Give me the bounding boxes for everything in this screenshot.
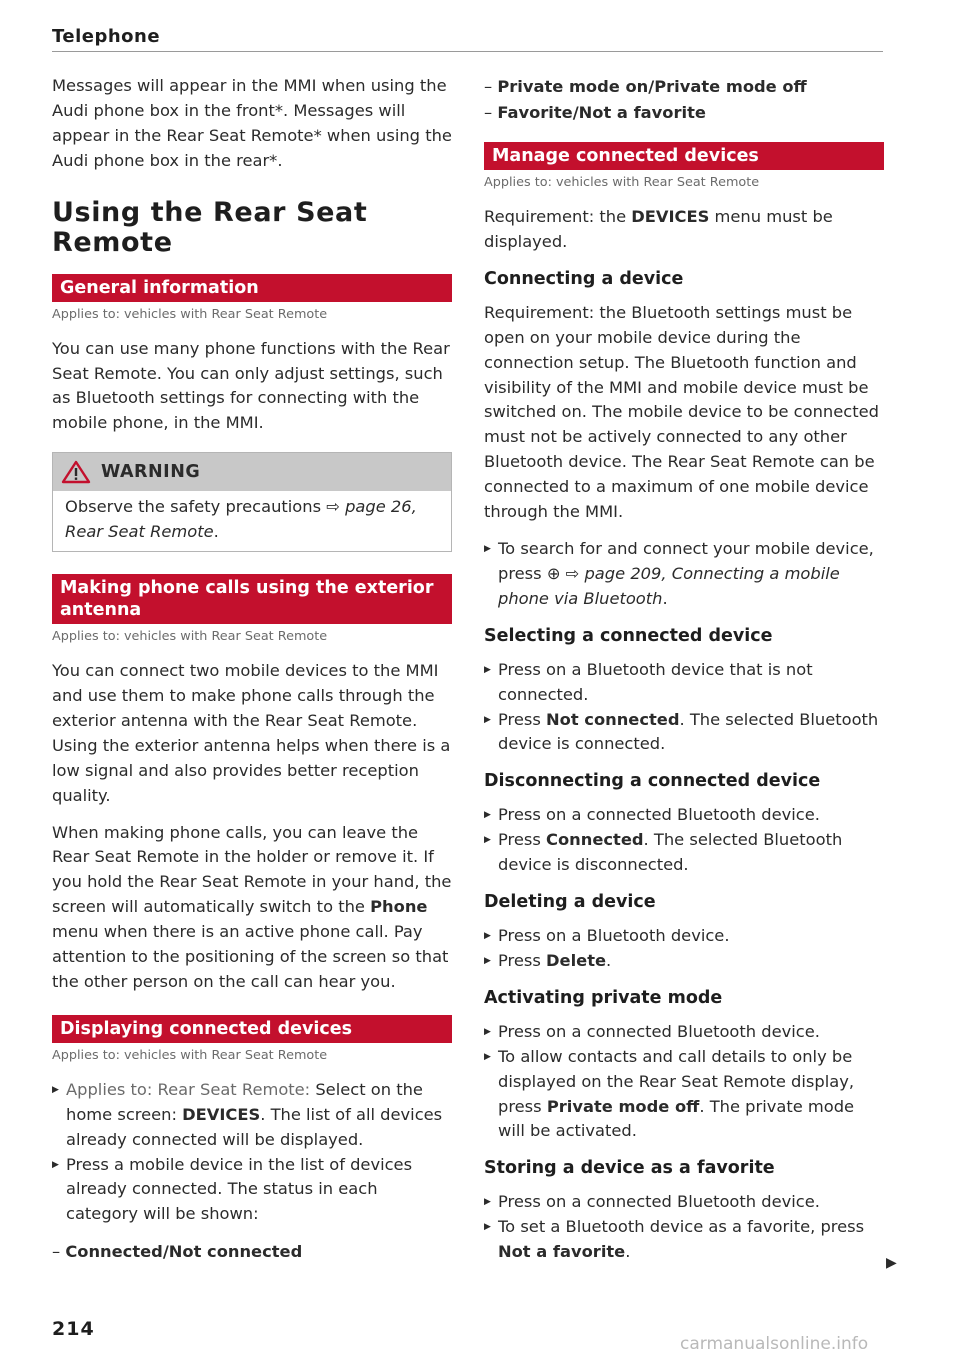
continue-arrow-icon: ▶ — [886, 1255, 897, 1271]
list-item: ▶ Press on a connected Bluetooth device. — [484, 1190, 884, 1215]
private-mode-heading: Activating private mode — [484, 987, 723, 1008]
list-item: ▶ Press Delete. — [484, 949, 884, 974]
header-divider — [52, 51, 883, 52]
favorite-steps — [484, 1190, 884, 1265]
general-info-heading: General information — [52, 274, 452, 302]
connecting-heading: Connecting a device — [484, 268, 684, 289]
displaying-devices-heading: Displaying connected devices — [52, 1015, 452, 1043]
favorite-heading: Storing a device as a favorite — [484, 1158, 775, 1179]
general-info-applies: Applies to: vehicles with Rear Seat Remote — [52, 306, 328, 322]
status-category-favorite: – Favorite/Not a favorite — [484, 103, 706, 122]
warning-page-link[interactable]: ⇨ page 26, Rear Seat Remote — [65, 497, 417, 542]
connecting-page-link[interactable]: ⇨ page 209, Connecting a mobile phone via Bluetooth — [498, 563, 840, 608]
plus-circle-icon: ⊕ — [546, 563, 561, 583]
list-item: ▶ Press on a Bluetooth device that is not connected. — [484, 658, 884, 708]
deleting-heading: Deleting a device — [484, 892, 656, 913]
status-category-connected: – Connected/Not connected — [52, 1242, 303, 1262]
list-item: ▶ Press a mobile device in the list of devices already connected. The status in each category will be shown: — [52, 1153, 452, 1228]
list-item: ▶ Press Not connected. The selected Bluetooth device is connected. — [484, 708, 884, 758]
page-number: 214 — [52, 1318, 95, 1340]
warning-header — [53, 453, 451, 491]
exterior-antenna-p2: When making phone calls, you can leave the Rear Seat Remote in the holder or remove it. If you hold the Rear Seat Remote in your hand, the screen will automatically switch to the Phone menu when there is an active phone call. Pay attention to the positioning of the screen so that the other person on the call can hear you. — [52, 822, 452, 991]
list-item: ▶ To search for and connect your mobile device, press ⊕ ⇨ page 209, Connecting a mobile phone via Bluetooth. — [484, 537, 884, 612]
intro-paragraph: Messages will appear in the MMI when using the Audi phone box in the front*. Messages will appear in the Rear Seat Remote* when using the Audi phone box in the rear*. — [52, 76, 452, 170]
page-header-title: Telephone — [52, 26, 161, 47]
displaying-devices-applies: Applies to: vehicles with Rear Seat Remote — [52, 1047, 328, 1063]
section-title: Using the Rear Seat Remote — [52, 196, 368, 258]
list-item: ▶ To set a Bluetooth device as a favorite, press Not a favorite. — [484, 1215, 884, 1265]
exterior-antenna-p1: You can connect two mobile devices to the MMI and use them to make phone calls through the exterior antenna with the Rear Seat Remote. Using the exterior antenna helps when there is a low signal and also provides better reception quality. — [52, 661, 451, 805]
manage-devices-applies: Applies to: vehicles with Rear Seat Remote — [484, 175, 760, 190]
right-column — [484, 74, 884, 1277]
disconnecting-steps — [484, 803, 884, 878]
displaying-devices-steps — [52, 1078, 452, 1227]
exterior-antenna-applies: Applies to: vehicles with Rear Seat Remote — [52, 629, 328, 645]
warning-triangle-icon — [61, 460, 91, 484]
deleting-steps — [484, 924, 884, 974]
list-item: ▶ Press on a connected Bluetooth device. — [484, 1020, 884, 1045]
watermark: carmanualsonline.info — [680, 1334, 869, 1354]
list-item: ▶ Press on a Bluetooth device. — [484, 924, 884, 949]
status-category-private-mode: – Private mode on/Private mode off — [484, 77, 807, 96]
selecting-heading: Selecting a connected device — [484, 625, 773, 646]
manage-devices-heading: Manage connected devices — [484, 142, 884, 170]
list-item: ▶ Press Connected. The selected Bluetooth device is disconnected. — [484, 828, 884, 878]
disconnecting-heading: Disconnecting a connected device — [484, 771, 821, 792]
general-info-body: You can use many phone functions with the Rear Seat Remote. You can only adjust settings, such as Bluetooth settings for connecting with the mobile phone, in the MMI. — [52, 338, 450, 433]
exterior-antenna-heading: Making phone calls using the exterior antenna — [52, 574, 452, 624]
private-mode-steps — [484, 1020, 884, 1145]
warning-label: WARNING — [101, 462, 201, 483]
list-item: ▶ Applies to: Rear Seat Remote: Select on the home screen: DEVICES. The list of all devices already connected will be displayed. — [52, 1078, 452, 1153]
list-item: ▶ Press on a connected Bluetooth device. — [484, 803, 884, 828]
warning-body: Observe the safety precautions ⇨ page 26, Rear Seat Remote. — [65, 497, 417, 542]
left-column — [52, 74, 452, 1265]
manage-devices-requirement: Requirement: the DEVICES menu must be displayed. — [484, 207, 833, 251]
connecting-body: Requirement: the Bluetooth settings must be open on your mobile device during the connection setup. The Bluetooth function and visibility of the MMI and mobile device must be switched on. The mobile device to be connected must not be actively connected to any other Bluetooth device. The Rear Seat Remote can be connected to a maximum of one mobile device through the MMI. — [484, 302, 879, 522]
selecting-steps — [484, 658, 884, 758]
warning-box — [52, 452, 452, 552]
connecting-steps — [484, 537, 884, 612]
list-item: ▶ To allow contacts and call details to only be displayed on the Rear Seat Remote display, press Private mode off. The private mode will be activated. — [484, 1045, 884, 1145]
